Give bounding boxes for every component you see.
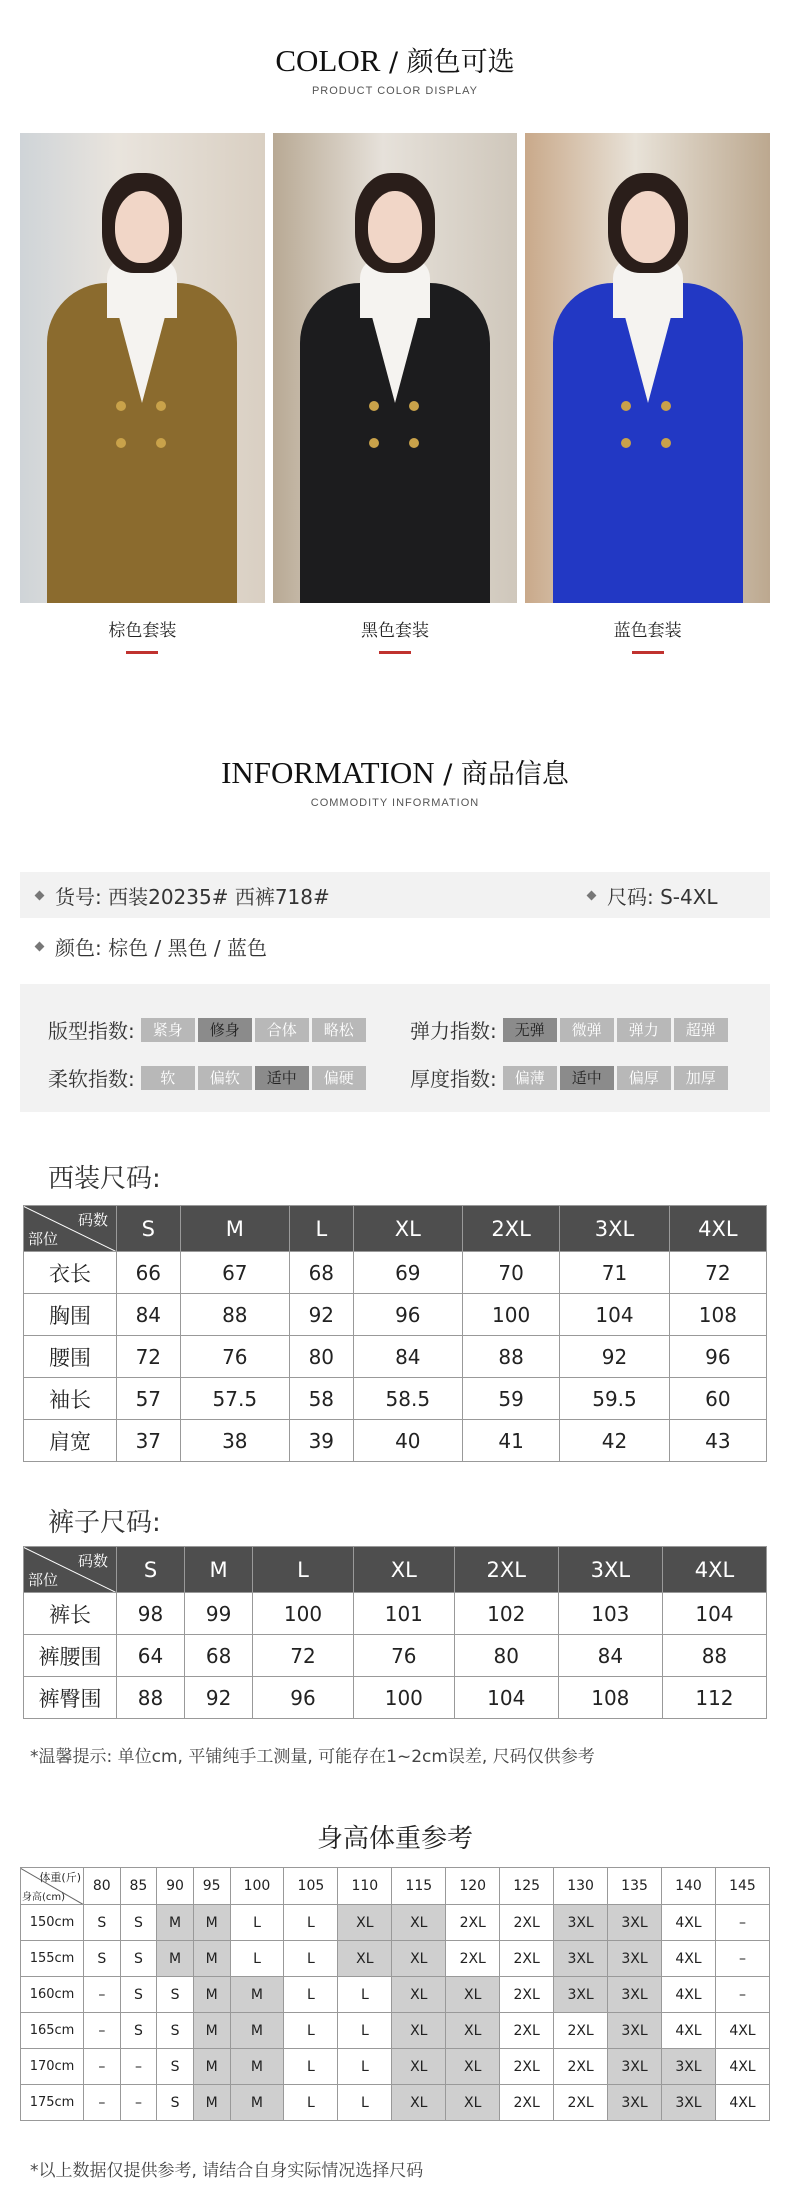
table-cell: 84 <box>353 1336 462 1378</box>
hw-title: 身高体重参考 <box>316 1824 473 1854</box>
table-cell: 41 <box>463 1420 560 1462</box>
hw-cell: M <box>230 2013 284 2049</box>
size-header: S <box>117 1547 185 1593</box>
hw-cell: 3XL <box>662 2085 716 2121</box>
fit-index-label: 版型指数: <box>48 1019 135 1043</box>
hw-cell: 3XL <box>608 2085 662 2121</box>
table-row <box>24 1635 767 1677</box>
elastic-index-label: 弹力指数: <box>410 1019 497 1043</box>
table-cell: 64 <box>117 1635 185 1677</box>
hw-cell: S <box>120 1905 157 1941</box>
hw-cell: XL <box>392 1941 446 1977</box>
caption-brown[interactable] <box>20 616 265 654</box>
hw-cell: 3XL <box>608 1941 662 1977</box>
table-cell: 98 <box>117 1593 185 1635</box>
hw-cell: M <box>193 1905 230 1941</box>
table-cell: 42 <box>560 1420 669 1462</box>
table-cell: 112 <box>662 1677 766 1719</box>
button-dot <box>156 438 166 448</box>
weight-header: 110 <box>338 1868 392 1905</box>
hw-cell: L <box>284 2049 338 2085</box>
info-title-cn: 商品信息 <box>460 759 569 790</box>
height-label: 150cm <box>21 1905 84 1941</box>
table-cell: 67 <box>180 1252 289 1294</box>
hw-row <box>21 2049 770 2085</box>
size-header: 2XL <box>463 1206 560 1252</box>
button-dot <box>409 401 419 411</box>
table-row <box>24 1294 767 1336</box>
info-title-sep: / <box>434 759 461 790</box>
caption-text: 黑色套装 <box>361 621 429 641</box>
weight-header: 90 <box>157 1868 194 1905</box>
fit-option: 合体 <box>255 1018 309 1042</box>
hw-cell: 3XL <box>554 1941 608 1977</box>
weight-header: 125 <box>500 1868 554 1905</box>
table-cell: 76 <box>180 1336 289 1378</box>
product-photo-brown[interactable] <box>20 133 265 603</box>
hw-cell: 3XL <box>608 2013 662 2049</box>
hw-cell: S <box>84 1941 121 1977</box>
hw-cell: M <box>193 2049 230 2085</box>
hw-cell: S <box>84 1905 121 1941</box>
table-cell: 58 <box>290 1378 354 1420</box>
table-cell: 59.5 <box>560 1378 669 1420</box>
table-cell: 80 <box>290 1336 354 1378</box>
hw-cell: – <box>120 2085 157 2121</box>
suit-size-table <box>23 1205 767 1462</box>
hw-cell: XL <box>392 1977 446 2013</box>
soft-index <box>48 1063 369 1092</box>
table-row <box>24 1378 767 1420</box>
hw-cell: S <box>120 2013 157 2049</box>
hw-cell: S <box>120 1977 157 2013</box>
table-cell: 43 <box>669 1420 766 1462</box>
hw-cell: 2XL <box>554 2013 608 2049</box>
table-cell: 92 <box>560 1336 669 1378</box>
hw-cell: 3XL <box>608 1977 662 2013</box>
table-corner <box>24 1206 117 1252</box>
soft-option: 软 <box>141 1066 195 1090</box>
size-range-text: 尺码: S-4XL <box>607 885 718 909</box>
hw-corner <box>21 1868 84 1905</box>
table-cell: 96 <box>353 1294 462 1336</box>
table-cell: 108 <box>558 1677 662 1719</box>
hw-cell: S <box>157 2013 194 2049</box>
weight-header: 120 <box>446 1868 500 1905</box>
face-shape <box>621 191 675 263</box>
size-header: XL <box>353 1206 462 1252</box>
color-captions <box>20 616 770 654</box>
caption-blue[interactable] <box>525 616 770 654</box>
table-cell: 68 <box>290 1252 354 1294</box>
hw-cell: XL <box>446 2085 500 2121</box>
color-photos <box>20 133 770 603</box>
elastic-option-selected: 无弹 <box>503 1018 557 1042</box>
size-range <box>588 881 718 910</box>
hw-cell: 3XL <box>554 1977 608 2013</box>
hw-cell: L <box>338 2049 392 2085</box>
hw-cell: – <box>715 1905 769 1941</box>
table-cell: 76 <box>353 1635 454 1677</box>
corner-bottom-text: 部位 <box>28 1571 59 1589</box>
table-cell: 100 <box>463 1294 560 1336</box>
size-header: 2XL <box>454 1547 558 1593</box>
table-cell: 60 <box>669 1378 766 1420</box>
hw-cell: 2XL <box>446 1941 500 1977</box>
hw-header-row <box>21 1868 770 1905</box>
index-box <box>20 984 770 1112</box>
hw-cell: 4XL <box>715 2085 769 2121</box>
hw-row <box>21 1905 770 1941</box>
hw-cell: XL <box>392 2085 446 2121</box>
corner-top-text: 码数 <box>77 1552 108 1570</box>
hw-cell: – <box>715 1977 769 2013</box>
table-corner <box>24 1547 117 1593</box>
height-label: 175cm <box>21 2085 84 2121</box>
size-header: L <box>253 1547 354 1593</box>
table-cell: 88 <box>180 1294 289 1336</box>
hw-cell: – <box>84 2049 121 2085</box>
table-cell: 84 <box>558 1635 662 1677</box>
fit-index <box>48 1015 369 1044</box>
table-row <box>24 1336 767 1378</box>
info-subtitle: COMMODITY INFORMATION <box>310 797 480 809</box>
button-dot <box>369 438 379 448</box>
hw-cell: 4XL <box>662 1941 716 1977</box>
hw-cell: M <box>193 2085 230 2121</box>
hw-cell: 4XL <box>715 2049 769 2085</box>
hw-cell: XL <box>338 1905 392 1941</box>
size-header: 3XL <box>560 1206 669 1252</box>
hw-cell: 3XL <box>554 1905 608 1941</box>
table-cell: 108 <box>669 1294 766 1336</box>
table-cell: 72 <box>669 1252 766 1294</box>
info-title-en: INFORMATION <box>221 755 435 790</box>
weight-header: 135 <box>608 1868 662 1905</box>
table-cell: 100 <box>253 1593 354 1635</box>
thick-option: 偏薄 <box>503 1066 557 1090</box>
hw-cell: L <box>230 1905 284 1941</box>
size-header: 3XL <box>558 1547 662 1593</box>
hw-row <box>21 1977 770 2013</box>
hw-cell: L <box>338 2085 392 2121</box>
table-cell: 40 <box>353 1420 462 1462</box>
row-label: 衣长 <box>24 1252 117 1294</box>
height-label: 165cm <box>21 2013 84 2049</box>
table-cell: 88 <box>662 1635 766 1677</box>
table-row <box>24 1677 767 1719</box>
hw-cell: M <box>193 1941 230 1977</box>
hw-cell: M <box>157 1905 194 1941</box>
hw-cell: 4XL <box>715 2013 769 2049</box>
hw-cell: S <box>157 2085 194 2121</box>
diamond-icon <box>35 942 45 952</box>
weight-header: 145 <box>715 1868 769 1905</box>
elastic-option: 微弹 <box>560 1018 614 1042</box>
row-label: 袖长 <box>24 1378 117 1420</box>
row-label: 裤长 <box>24 1593 117 1635</box>
color-title-en: COLOR <box>275 43 381 78</box>
table-cell: 92 <box>290 1294 354 1336</box>
size-header: S <box>117 1206 181 1252</box>
table-cell: 88 <box>117 1677 185 1719</box>
diamond-icon <box>587 891 597 901</box>
face-shape <box>115 191 169 263</box>
hw-cell: M <box>230 2049 284 2085</box>
measurement-tip: *温馨提示: 单位cm, 平铺纯手工测量, 可能存在1~2cm误差, 尺码仅供参考 <box>30 1747 595 1767</box>
hw-cell: 2XL <box>500 1977 554 2013</box>
suit-size-title: 西装尺码: <box>48 1164 161 1194</box>
weight-header: 100 <box>230 1868 284 1905</box>
table-row <box>24 1252 767 1294</box>
soft-option-selected: 适中 <box>255 1066 309 1090</box>
hw-cell: XL <box>446 2013 500 2049</box>
table-cell: 66 <box>117 1252 181 1294</box>
hw-cell: L <box>284 2085 338 2121</box>
hw-cell: XL <box>446 1977 500 2013</box>
table-cell: 101 <box>353 1593 454 1635</box>
table-cell: 99 <box>185 1593 253 1635</box>
table-cell: 102 <box>454 1593 558 1635</box>
hw-cell: 2XL <box>554 2049 608 2085</box>
button-dot <box>409 438 419 448</box>
table-cell: 58.5 <box>353 1378 462 1420</box>
weight-header: 105 <box>284 1868 338 1905</box>
row-label: 裤臀围 <box>24 1677 117 1719</box>
fit-option: 紧身 <box>141 1018 195 1042</box>
table-cell: 69 <box>353 1252 462 1294</box>
button-dot <box>156 401 166 411</box>
corner-bottom-text: 部位 <box>28 1230 59 1248</box>
hw-cell: – <box>84 2013 121 2049</box>
hw-cell: XL <box>338 1941 392 1977</box>
height-label: 155cm <box>21 1941 84 1977</box>
elastic-option: 超弹 <box>674 1018 728 1042</box>
weight-header: 115 <box>392 1868 446 1905</box>
table-cell: 68 <box>185 1635 253 1677</box>
hw-cell: M <box>230 1977 284 2013</box>
table-cell: 100 <box>353 1677 454 1719</box>
color-title-sep: / <box>380 47 407 78</box>
hw-cell: XL <box>392 2013 446 2049</box>
hw-cell: L <box>284 1905 338 1941</box>
hw-cell: L <box>338 1977 392 2013</box>
hw-cell: XL <box>392 2049 446 2085</box>
corner-top-text: 体重(斤) <box>39 1871 81 1884</box>
table-cell: 104 <box>662 1593 766 1635</box>
item-number <box>36 881 330 910</box>
weight-header: 80 <box>84 1868 121 1905</box>
size-header: 4XL <box>669 1206 766 1252</box>
height-label: 170cm <box>21 2049 84 2085</box>
pants-size-title: 裤子尺码: <box>48 1508 161 1538</box>
table-cell: 37 <box>117 1420 181 1462</box>
table-cell: 70 <box>463 1252 560 1294</box>
table-cell: 59 <box>463 1378 560 1420</box>
color-options-text: 颜色: 棕色 / 黑色 / 蓝色 <box>55 936 268 960</box>
hw-cell: 2XL <box>446 1905 500 1941</box>
button-dot <box>116 401 126 411</box>
hw-cell: 4XL <box>662 1977 716 2013</box>
color-section-title <box>0 40 790 97</box>
hw-cell: 2XL <box>500 1905 554 1941</box>
height-weight-table <box>20 1867 770 2121</box>
row-label: 胸围 <box>24 1294 117 1336</box>
soft-index-label: 柔软指数: <box>48 1067 135 1091</box>
table-cell: 104 <box>560 1294 669 1336</box>
caption-underline <box>379 651 411 654</box>
hw-footnote: *以上数据仅提供参考, 请结合自身实际情况选择尺码 <box>30 2161 424 2181</box>
table-row <box>24 1420 767 1462</box>
table-row <box>24 1593 767 1635</box>
hw-cell: M <box>193 1977 230 2013</box>
button-dot <box>369 401 379 411</box>
product-photo-blue[interactable] <box>525 133 770 603</box>
weight-header: 95 <box>193 1868 230 1905</box>
product-photo-black[interactable] <box>273 133 518 603</box>
hw-cell: 3XL <box>608 1905 662 1941</box>
table-cell: 96 <box>253 1677 354 1719</box>
corner-bottom-text: 身高(cm) <box>22 1892 66 1903</box>
table-cell: 72 <box>253 1635 354 1677</box>
hw-cell: L <box>284 2013 338 2049</box>
hw-cell: 2XL <box>554 2085 608 2121</box>
hw-cell: 2XL <box>500 2049 554 2085</box>
hw-row <box>21 1941 770 1977</box>
table-cell: 104 <box>454 1677 558 1719</box>
thick-option-selected: 适中 <box>560 1066 614 1090</box>
pants-size-table <box>23 1546 767 1719</box>
row-label: 肩宽 <box>24 1420 117 1462</box>
size-header: 4XL <box>662 1547 766 1593</box>
table-cell: 71 <box>560 1252 669 1294</box>
hw-cell: 2XL <box>500 2085 554 2121</box>
table-cell: 72 <box>117 1336 181 1378</box>
row-label: 裤腰围 <box>24 1635 117 1677</box>
elastic-index <box>410 1015 731 1044</box>
hw-cell: L <box>230 1941 284 1977</box>
hw-cell: S <box>157 1977 194 2013</box>
hw-cell: L <box>338 2013 392 2049</box>
soft-option: 偏硬 <box>312 1066 366 1090</box>
diamond-icon <box>35 891 45 901</box>
table-cell: 57.5 <box>180 1378 289 1420</box>
weight-header: 140 <box>662 1868 716 1905</box>
fit-option: 略松 <box>312 1018 366 1042</box>
hw-cell: – <box>84 1977 121 2013</box>
hw-row <box>21 2085 770 2121</box>
weight-header: 130 <box>554 1868 608 1905</box>
hw-cell: – <box>715 1941 769 1977</box>
table-cell: 57 <box>117 1378 181 1420</box>
table-cell: 92 <box>185 1677 253 1719</box>
table-header-row <box>24 1547 767 1593</box>
soft-option: 偏软 <box>198 1066 252 1090</box>
table-cell: 96 <box>669 1336 766 1378</box>
caption-underline <box>126 651 158 654</box>
hw-cell: XL <box>392 1905 446 1941</box>
weight-header: 85 <box>120 1868 157 1905</box>
hw-cell: M <box>230 2085 284 2121</box>
color-options <box>36 932 267 961</box>
hw-cell: 2XL <box>500 1941 554 1977</box>
color-title-cn: 颜色可选 <box>406 47 515 78</box>
thick-option: 加厚 <box>674 1066 728 1090</box>
height-label: 160cm <box>21 1977 84 2013</box>
hw-cell: – <box>84 2085 121 2121</box>
hw-cell: L <box>284 1941 338 1977</box>
fit-option-selected: 修身 <box>198 1018 252 1042</box>
thick-option: 偏厚 <box>617 1066 671 1090</box>
caption-underline <box>632 651 664 654</box>
table-cell: 80 <box>454 1635 558 1677</box>
hw-cell: S <box>157 2049 194 2085</box>
thick-index-label: 厚度指数: <box>410 1067 497 1091</box>
hw-cell: M <box>193 2013 230 2049</box>
table-cell: 39 <box>290 1420 354 1462</box>
caption-text: 棕色套装 <box>108 621 177 641</box>
hw-cell: M <box>157 1941 194 1977</box>
row-label: 腰围 <box>24 1336 117 1378</box>
color-subtitle: PRODUCT COLOR DISPLAY <box>311 85 479 97</box>
hw-cell: 2XL <box>500 2013 554 2049</box>
hw-cell: 4XL <box>662 2013 716 2049</box>
corner-top-text: 码数 <box>77 1211 108 1229</box>
size-header: XL <box>353 1547 454 1593</box>
hw-cell: 4XL <box>662 1905 716 1941</box>
hw-row <box>21 2013 770 2049</box>
table-header-row <box>24 1206 767 1252</box>
hw-cell: 3XL <box>662 2049 716 2085</box>
caption-text: 蓝色套装 <box>613 621 682 641</box>
table-cell: 84 <box>117 1294 181 1336</box>
size-header: M <box>185 1547 253 1593</box>
size-header: L <box>290 1206 354 1252</box>
info-section-title <box>0 752 790 809</box>
hw-cell: 3XL <box>608 2049 662 2085</box>
table-cell: 38 <box>180 1420 289 1462</box>
button-dot <box>116 438 126 448</box>
table-cell: 88 <box>463 1336 560 1378</box>
caption-black[interactable] <box>273 616 518 654</box>
hw-cell: – <box>120 2049 157 2085</box>
hw-cell: XL <box>446 2049 500 2085</box>
hw-cell: S <box>120 1941 157 1977</box>
size-header: M <box>180 1206 289 1252</box>
table-cell: 103 <box>558 1593 662 1635</box>
item-number-text: 货号: 西装20235# 西裤718# <box>55 885 330 909</box>
face-shape <box>368 191 422 263</box>
elastic-option: 弹力 <box>617 1018 671 1042</box>
hw-cell: L <box>284 1977 338 2013</box>
thick-index <box>410 1063 731 1092</box>
